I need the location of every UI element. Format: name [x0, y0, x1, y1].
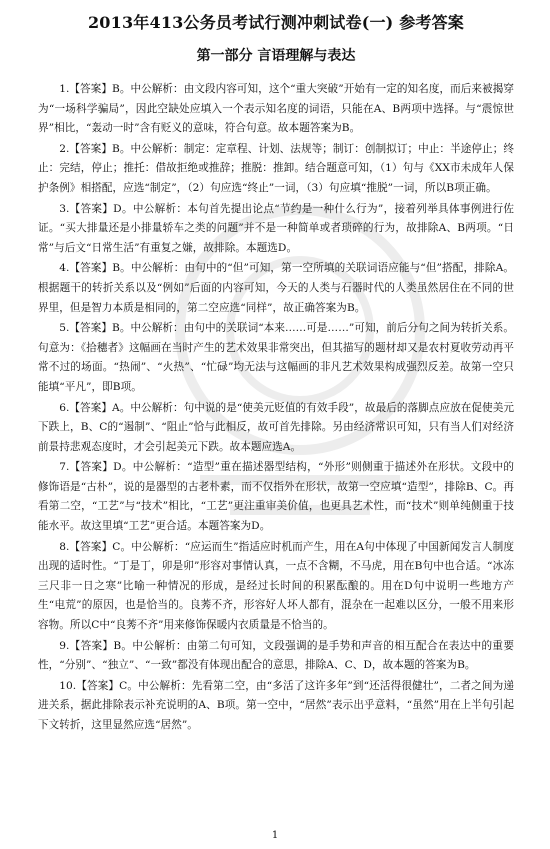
- page-number: 1: [271, 830, 279, 841]
- section-heading: 第一部分 言语理解与表达: [196, 48, 356, 64]
- answer-list: [38, 80, 514, 736]
- document-title: 2013年413公务员考试行测冲刺试卷(一) 参考答案: [87, 13, 465, 32]
- answer-item-4: 4.【答案】B。中公解析：由句中的“但”可知，第一空所填的关联词语应能与“但”搭配，排除A。根据题干的转折关系以及“例如”后面的内容可知，今天的人类与石器时代的人类虽然居住在不同的世界里，但是智力本质是相同的，第二空应选“同样”，故正确答案为B。: [38, 262, 514, 314]
- answer-item-3: 3.【答案】D。中公解析：本句首先提出论点“节约是一种什么行为”，接着列举具体事例进行佐证。“买大排量还是小排量轿车之类的问题”并不是一种简单或者琐碎的行为，故排除A、B两项。“日常”与后文“日常生活”有重复之嫌，故排除。本题选D。: [38, 202, 514, 254]
- answer-item-7: 7.【答案】D。中公解析：“造型”重在描述器型结构，“外形”则侧重于描述外在形状。文段中的修饰语是“古朴”，说的是器型的古老朴素，而不仅指外在形状，故第一空应填“造型”，排除B、C。再看第二空，“工艺”与“技术”相比，“工艺”更注重审美价值，也更具艺术性，而“技术”则单纯侧重于技能水平。故这里填“工艺”更合适。本题答案为D。: [38, 461, 514, 533]
- answer-item-2: 2.【答案】B。中公解析：制定：定章程、计划、法规等；制订：创制拟订；中止：半途停止；终止：完结，停止；推托：借故拒绝或推辞；推脱：推卸。结合题意可知，（1）句与《XX市未成年人保护条例》相搭配，应选“制定”，（2）句应选“终止”一词，（3）句应填“推脱”一词，所以B项正确。: [38, 142, 514, 194]
- answer-item-9: 9.【答案】B。中公解析：由第二句可知，文段强调的是手势和声音的相互配合在表达中的重要性，“分别”、“独立”、“一致”都没有体现出配合的意思，排除A、C、D，故本题的答案为B。: [38, 639, 514, 672]
- answer-item-8: 8.【答案】C。中公解析：“应运而生”指适应时机而产生，用在A句中体现了中国新闻发言人制度出现的适时性。“丁是丁，卯是卯”形容对事情认真，一点不含糊，不马虎，用在B句中也合适。“冰冻三尺非一日之寒”比喻一种情况的形成，是经过长时间的积累酝酿的。用在D句中说明一些地方产生“电荒”的原因，也是恰当的。良莠不齐，形容好人坏人都有，混杂在一起难以区分，一般不用来形容物。所以C中“良莠不齐”用来修饰保暖内衣质量是不恰当的。: [38, 540, 514, 632]
- answer-item-10: 10.【答案】C。中公解析：先看第二空，由“多活了这许多年”到“还活得很健壮”，二者之间为递进关系，据此排除表示补充说明的A、B项。第一空中，“居然”表示出乎意料，“虽然”用在上半句引起下文转折，这里显然应选“居然”。: [38, 679, 514, 731]
- answer-item-1: 1.【答案】B。中公解析：由文段内容可知，这个“重大突破”开始有一定的知名度，而后来被揭穿为“一场科学骗局”，因此空缺处应填入一个表示知名度的词语，只能在A、B两项中选择。与“震惊世界”相比，“轰动一时”含有贬义的意味，符合句意。故本题答案为B。: [38, 83, 514, 135]
- answer-item-6: 6.【答案】A。中公解析：句中说的是“使美元贬值的有效手段”，故最后的落脚点应放在促使美元下跌上，B、C的“遏制”、“阻止”恰与此相反，故可首先排除。另由经济常识可知，只有当人们对经济前景持悲观态度时，才会引起美元下跌。故本题应选A。: [38, 401, 514, 453]
- answer-item-5: 5.【答案】B。中公解析：由句中的关联词“本来……可是……”可知，前后分句之间为转折关系。句意为：《拾穗者》这幅画在当时产生的艺术效果非常突出，但其描写的题材却又是农村夏收劳动再平常不过的场面。“热闹”、“火热”、“忙碌”均无法与这幅画的非凡艺术效果构成强烈反差。故第一空只能填“平凡”，即B项。: [38, 322, 514, 393]
